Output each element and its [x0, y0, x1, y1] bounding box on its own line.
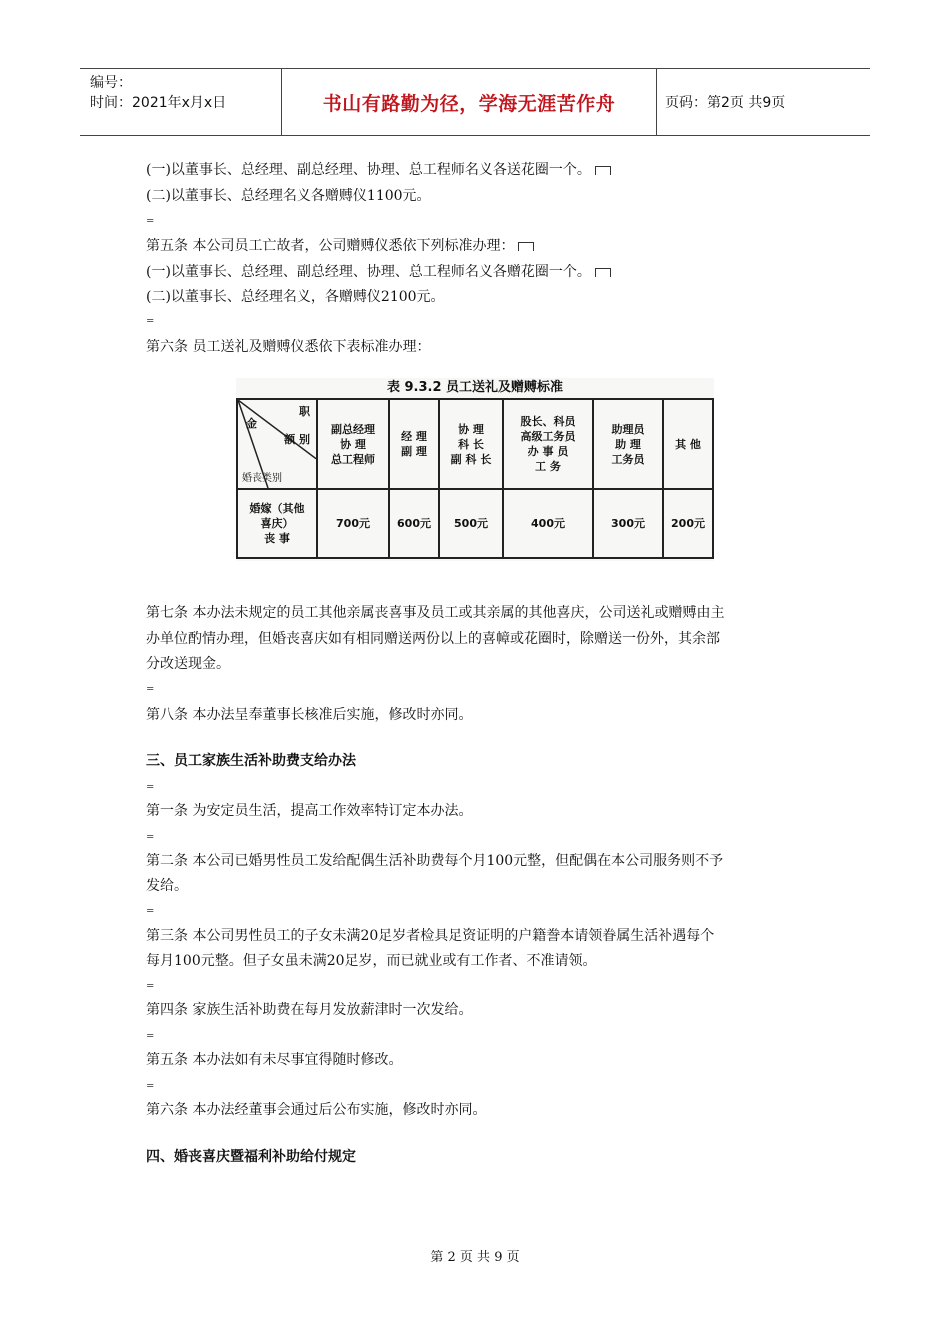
paragraph: (一)以董事长、总经理、副总经理、协理、总工程师名义各送花圈一个。	[146, 160, 611, 180]
column-header-line: 工务员	[611, 452, 645, 466]
corner-label-type: 婚丧类别	[242, 473, 282, 484]
column-header-line: 办 事 员	[527, 445, 569, 458]
table-cell: 300元	[593, 489, 663, 558]
paragraph: 第二条 本公司已婚男性员工发给配偶生活补助费每个月100元整，但配偶在本公司服务则不予	[146, 853, 724, 869]
corner-label-jin: 金	[246, 417, 257, 430]
paragraph: 第六条 员工送礼及赠赙仪悉依下表标准办理：	[146, 339, 431, 355]
paragraph: 第三条 本公司男性员工的子女未满20足岁者检具足资证明的户籍誊本请领眷属生活补遇每个	[146, 928, 715, 944]
gift-standard-table	[236, 378, 714, 561]
row-header-line: 丧 事	[264, 532, 290, 545]
column-header-line: 工 务	[535, 460, 561, 473]
paragraph: 第五条 本公司员工亡故者，公司赠赙仪悉依下列标准办理：	[146, 236, 534, 256]
column-header	[503, 399, 593, 489]
column-header	[593, 399, 663, 489]
section-heading: 三、员工家族生活补助费支给办法	[146, 753, 356, 769]
paragraph: 分改送现金。	[146, 656, 230, 672]
separator-mark: =	[146, 782, 155, 793]
column-header-line: 副 科 长	[450, 452, 492, 466]
column-header-line: 助理员	[611, 422, 645, 436]
separator-mark: =	[146, 216, 155, 227]
separator-mark: =	[146, 1081, 155, 1092]
row-header-line: 婚嫁（其他	[249, 502, 305, 515]
table-cell: 200元	[663, 489, 713, 558]
column-header	[389, 399, 439, 489]
column-header-line: 高级工务员	[520, 430, 576, 443]
row-header	[237, 489, 317, 558]
paragraph: 第一条 为安定员生活，提高工作效率特订定本办法。	[146, 803, 473, 819]
time-label: 时间：2021年x月x日	[90, 95, 227, 111]
column-header	[317, 399, 389, 489]
paragraph: 发给。	[146, 878, 188, 894]
section-heading: 四、婚丧喜庆暨福利补助给付规定	[146, 1149, 356, 1165]
paragraph: (二)以董事长、总经理名义，各赠赙仪2100元。	[146, 289, 445, 305]
number-label: 编号：	[90, 75, 132, 91]
column-header-line: 其 他	[675, 437, 701, 451]
separator-mark: =	[146, 1031, 155, 1042]
column-header	[663, 399, 713, 489]
table-cell: 700元	[317, 489, 389, 558]
revision-mark-icon	[595, 268, 611, 277]
column-header-line: 科 长	[458, 437, 484, 451]
table-cell: 400元	[503, 489, 593, 558]
column-header-line: 副总经理	[331, 422, 375, 436]
corner-label-zhi: 职	[299, 405, 310, 418]
paragraph: 每月100元整。但子女虽未满20足岁，而已就业或有工作者、不准请领。	[146, 953, 597, 969]
revision-mark-icon	[595, 166, 611, 175]
column-header-line: 副 理	[401, 445, 427, 458]
separator-mark: =	[146, 981, 155, 992]
paragraph: 办单位酌情办理，但婚丧喜庆如有相同赠送两份以上的喜幛或花圈时，除赠送一份外，其余部	[146, 631, 720, 647]
paragraph: 第四条 家族生活补助费在每月发放薪津时一次发给。	[146, 1002, 473, 1018]
page-footer: 第 2 页 共 9 页	[430, 1250, 520, 1265]
header-motto: 书山有路勤为径，学海无涯苦作舟	[282, 69, 657, 135]
table-title: 表 9.3.2 员工送礼及赠赙标准	[386, 380, 564, 395]
page-header	[80, 68, 870, 136]
paragraph: 第五条 本办法如有未尽事宜得随时修改。	[146, 1052, 403, 1068]
column-header-line: 协 理	[458, 422, 484, 436]
revision-mark-icon	[518, 242, 534, 251]
table-corner-cell	[237, 399, 317, 489]
paragraph: 第七条 本办法未规定的员工其他亲属丧喜事及员工或其亲属的其他喜庆，公司送礼或赠赙由主	[146, 605, 725, 621]
column-header-line: 协 理	[340, 437, 366, 451]
paragraph: 第六条 本办法经董事会通过后公布实施，修改时亦同。	[146, 1102, 487, 1118]
separator-mark: =	[146, 316, 155, 327]
column-header-line: 经 理	[401, 430, 427, 443]
corner-label-bie: 额 别	[284, 433, 310, 446]
separator-mark: =	[146, 832, 155, 843]
paragraph: 第八条 本办法呈奉董事长核准后实施，修改时亦同。	[146, 707, 473, 723]
column-header	[439, 399, 503, 489]
separator-mark: =	[146, 684, 155, 695]
header-info	[80, 69, 282, 135]
row-header-line: 喜庆）	[260, 517, 294, 530]
table-cell: 600元	[389, 489, 439, 558]
column-header-line: 助 理	[615, 437, 641, 451]
separator-mark: =	[146, 906, 155, 917]
table-cell: 500元	[439, 489, 503, 558]
paragraph: (一)以董事长、总经理、副总经理、协理、总工程师名义各赠花圈一个。	[146, 262, 611, 282]
column-header-line: 总工程师	[331, 452, 375, 466]
paragraph: (二)以董事长、总经理名义各赠赙仪1100元。	[146, 188, 431, 204]
standards-table	[236, 398, 714, 559]
header-page-info: 页码：第2页 共9页	[665, 95, 786, 111]
column-header-line: 股长、科员	[520, 415, 576, 428]
